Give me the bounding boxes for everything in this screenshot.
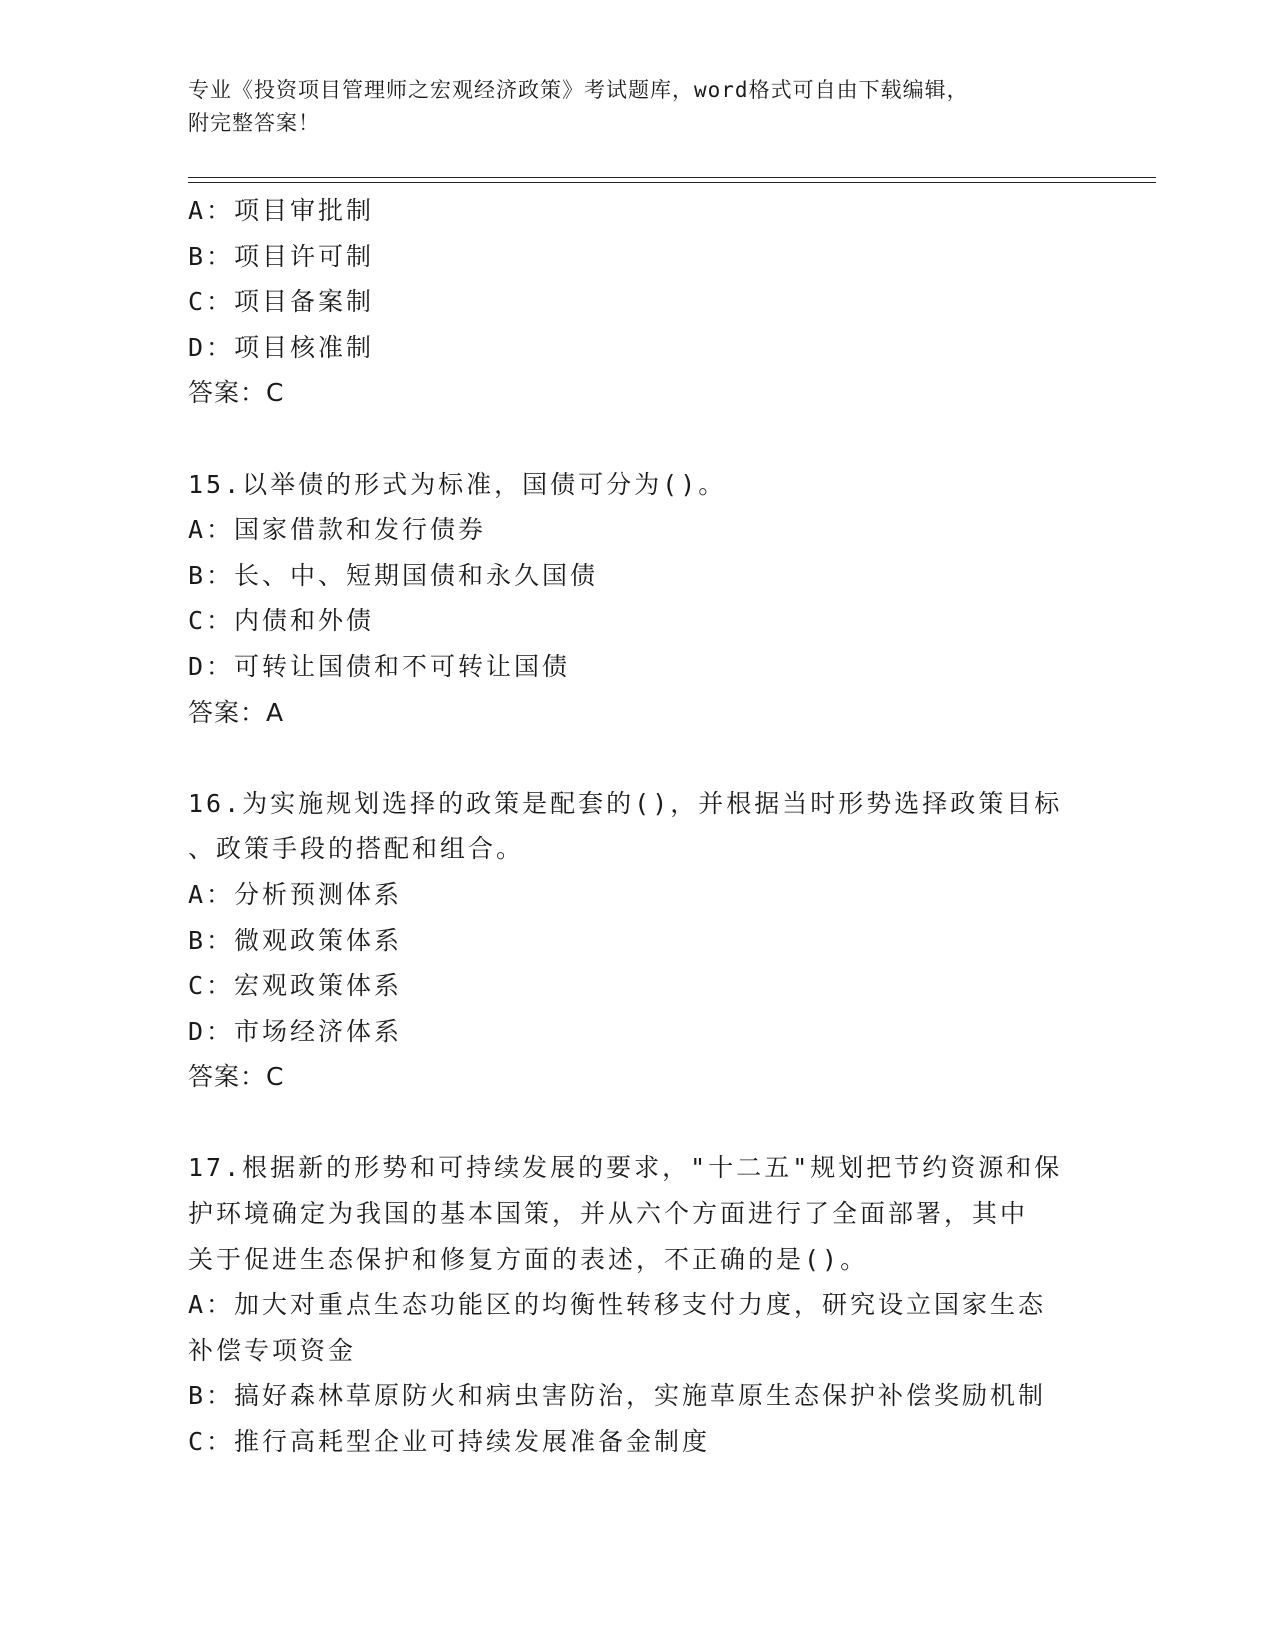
option-d: D：市场经济体系 xyxy=(188,1016,403,1046)
option-c: C：项目备案制 xyxy=(188,287,375,317)
option-a-line1: A：加大对重点生态功能区的均衡性转移支付力度，研究设立国家生态 xyxy=(188,1290,1047,1320)
spacer xyxy=(188,416,1088,462)
option-c: C：内债和外债 xyxy=(188,606,375,636)
option-d: D：可转让国债和不可转让国债 xyxy=(188,651,571,681)
question-text-line1: 17.根据新的形势和可持续发展的要求，"十二五"规划把节约资源和保 xyxy=(188,1153,1063,1183)
question-16 xyxy=(188,781,1088,1100)
option-c: C：宏观政策体系 xyxy=(188,971,403,1001)
question-text-line3: 关于促进生态保护和修复方面的表述，不正确的是()。 xyxy=(188,1244,869,1274)
option-b: B：搞好森林草原防火和病虫害防治，实施草原生态保护补偿奖励机制 xyxy=(188,1381,1047,1411)
option-a-line2: 补偿专项资金 xyxy=(188,1335,357,1365)
header-title-line1: 专业《投资项目管理师之宏观经济政策》考试题库，word格式可自由下载编辑， xyxy=(188,78,969,102)
question-14 xyxy=(188,188,1088,416)
question-text-line1: 16.为实施规划选择的政策是配套的()，并根据当时形势选择政策目标 xyxy=(188,788,1063,818)
answer-line: 答案：C xyxy=(188,1062,285,1092)
question-15 xyxy=(188,462,1088,736)
question-list xyxy=(188,188,1088,1465)
question-text-line2: 护环境确定为我国的基本国策，并从六个方面进行了全面部署，其中 xyxy=(188,1199,1029,1229)
option-b: B：长、中、短期国债和永久国债 xyxy=(188,560,599,590)
header-divider-thick xyxy=(188,182,1156,183)
option-a: A：国家借款和发行债券 xyxy=(188,515,487,545)
header-title-line2: 附完整答案！ xyxy=(188,111,320,135)
document-header xyxy=(188,74,1088,140)
spacer xyxy=(188,1100,1088,1146)
option-c: C：推行高耗型企业可持续发展准备金制度 xyxy=(188,1427,711,1457)
option-d: D：项目核准制 xyxy=(188,332,375,362)
question-17 xyxy=(188,1145,1088,1464)
question-text: 15.以举债的形式为标准，国债可分为()。 xyxy=(188,469,727,499)
spacer xyxy=(188,735,1088,781)
answer-line: 答案：C xyxy=(188,378,285,408)
option-a: A：分析预测体系 xyxy=(188,879,403,909)
option-a: A：项目审批制 xyxy=(188,196,375,225)
option-b: B：微观政策体系 xyxy=(188,925,403,955)
question-text-line2: 、政策手段的搭配和组合。 xyxy=(188,834,525,864)
answer-line: 答案：A xyxy=(188,697,285,727)
header-divider-thin xyxy=(188,177,1156,178)
option-b: B：项目许可制 xyxy=(188,241,375,271)
